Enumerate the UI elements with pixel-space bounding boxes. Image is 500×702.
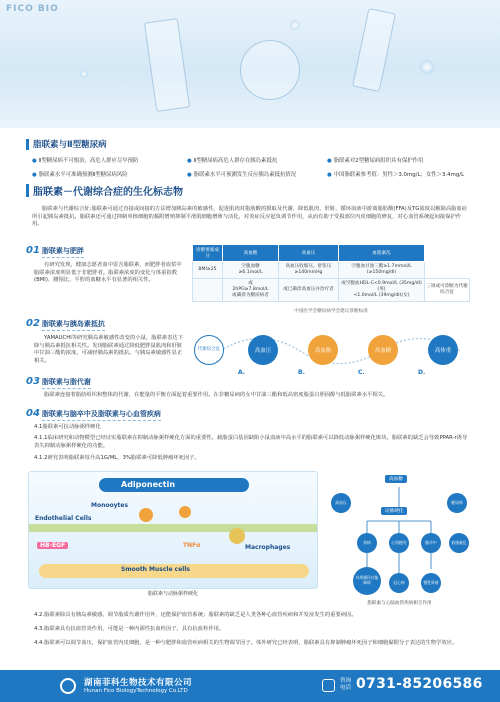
bullet-item: ● Ⅱ型糖尿病不可根治，高危人群应尽早预防 — [32, 158, 139, 164]
label-adiponectin: Adiponectin — [121, 480, 176, 489]
flow-node: 心肌梗死 — [389, 533, 409, 553]
flow-node: 脑卒中 — [421, 533, 441, 553]
obesity-text: 有研究发现，健康志愿者血中雷含脂联素，而肥胖者血浆中脂联素浓度明显低于非肥胖者。脂联素浓度的变化与体重指数(BMI)、腰围比、平腔的血糖水平有显著的相关性。 — [34, 262, 182, 283]
label-endothelial: Endothelial Cells — [35, 515, 92, 522]
label-monocytes: Monooytes — [91, 502, 129, 509]
subsection-insulin-heading: 02 脂联素与胰岛素抵抗 — [26, 318, 105, 329]
brand-logo-text: FICO BIO — [6, 4, 59, 14]
label-macrophages: Macrophages — [245, 544, 291, 551]
glassware — [352, 8, 396, 92]
flow-node: 冠心病 — [389, 573, 409, 593]
label-hbegf: HB-EGF — [37, 542, 68, 549]
flow-node: 肾病 — [357, 533, 377, 553]
monocyte-cell — [179, 506, 191, 518]
diabetes-bullet-list — [32, 156, 472, 178]
flow-node: 慢性肾衰 — [421, 573, 441, 593]
droplet — [80, 70, 88, 78]
flow-center-box: 动脉硬化 — [381, 507, 407, 515]
atherosclerosis-caption: 脂联素与动脉粥样硬化 — [147, 591, 198, 597]
subsection-lipid-heading: 03 脂联素与脂代谢 — [26, 376, 91, 387]
section-title-metabolic: 脂联素－代谢综合症的生化标志物 — [26, 183, 183, 198]
company-logo-icon — [60, 678, 76, 694]
reference-table-caption: 中国医学会糖尿病学会建议诊断标准 — [294, 309, 368, 314]
glassware — [240, 40, 300, 100]
stage-letter: C. — [358, 369, 365, 376]
company-name-cn: 湖南菲科生物技术有限公司 — [84, 678, 193, 688]
diagnosis-reference-table: 诊断要素成分 高血糖 高血压 血脂紊乱 BMI≥25 空腹血糖 ≥6.1mol/L 高血压收缩压，舒张压 ≥140mmHg 空腹血甘油三酯≥1.7mmol/L (≥150mg/dl) 或 2hPG≥7.8mol/L 或确诊为糖尿病者 或已确诊高血压并治疗者 或空腹血HDL-C<0.9mol/L (35mg/dl)(男) <1.0mol/L (39mg/dl)(女) 三项或可诊断为代谢综合征 — [192, 244, 470, 302]
footer-bar — [0, 670, 500, 702]
stage-hypertension: 高血压 — [248, 335, 278, 365]
flow-caption: 脂联素与心脑血管疾病相互作用 — [367, 601, 432, 606]
cardio-p2: 4.1.1临床研究和动物模型已经证实脂联素在抑制动脉粥样硬化方面的重要性。载脂蛋白基因缺陷小鼠血液中高水平的脂联素可以降低动脉粥样硬化斑块。脂联素的缺乏会导致PPAR-r诱导表失抑制动脉粥样硬化的功能。 — [34, 435, 468, 449]
metabolic-stage-diagram — [190, 321, 472, 381]
glassware — [144, 18, 190, 112]
cardio-p1: 4.1脂联素可抗动脉粥样硬化 — [34, 424, 101, 430]
flow-node: 高血压 — [331, 493, 351, 513]
flow-node: 外周循环功能障碍 — [353, 567, 381, 595]
label-tnf: TNFα — [183, 542, 201, 549]
metabolic-intro-text: 脂联素与代谢综合征:脂联素可通过直接或间接的方法增加胰岛素的敏感性，促进肌肉对脂肪酸的摄取及代谢，降低肌肉、肝脏、循环血液中游离脂肪酸(FFA)及TG浓度以解除高脂血症所引起胰岛素抵抗。脂联素还可通过抑制单核细胞的黏附增殖抑制平滑肌细胞增殖与活化，对炎症反应起负调节作用，从而有助于受损部位内皮细胞的修复，对心血管系统起间接保护作用。 — [32, 206, 468, 227]
endothelial-band — [29, 524, 318, 532]
flow-top-box: 高血糖 — [385, 475, 407, 483]
phone-number[interactable]: 0731-85206586 — [356, 676, 483, 692]
subsection-cardio-heading: 04 脂联素与脑卒中及脂联素与心血管疾病 — [26, 408, 161, 419]
tail-p2: 4.3.脂联素具有抗血管炎作用，可能是一种内源性抗血栓因子，具有抗血栓作用。 — [34, 626, 225, 632]
bullet-item: ● 脂联素水平可预测发生反应胰岛素抵抗情况 — [187, 172, 297, 178]
droplet — [420, 60, 434, 74]
hero-banner — [0, 0, 500, 128]
tail-p1: 4.2.脂联素除具有胰岛素敏感、调节脂质代谢作用外，还能保护血管系统；脂联素的缺乏是人类各种心血管疾病和并发症发生的重要病因。 — [34, 612, 357, 618]
subsection-obesity-heading: 01 脂联素与肥胖 — [26, 245, 84, 256]
phone-icon — [322, 679, 335, 692]
cardio-p3: 4.1.2研究表明脂联素每升高1G/ML，3%脂联素可降低肿瘤坏死因子。 — [34, 455, 200, 461]
flow-node: 血脂紊乱 — [449, 533, 469, 553]
stage-letter: B. — [298, 369, 305, 376]
stage-hyperglycemia: 高血糖 — [368, 335, 398, 365]
phone-label: 咨询电话 — [340, 678, 352, 691]
bullet-item: ● 脂联素水平可准确预测Ⅱ型糖尿病风险 — [32, 172, 128, 178]
lipid-text: 脂联素连接着脂肪组织和整体的代谢，在能量的平衡方面起着重要作用。在非糖尿病的女中甘油三酯和低高密度脂蛋白胆固醇与低脂联素水平相关。 — [44, 392, 389, 398]
droplet — [290, 20, 300, 30]
stage-start-metabolic: 代谢综合征 — [194, 335, 224, 365]
bullet-item: ● 中国脂联素参考值：男性＞3.0mg/L；女性＞3.4mg/L — [327, 172, 465, 178]
monocyte-cell — [229, 528, 245, 544]
cardio-flow-diagram — [327, 473, 472, 603]
atherosclerosis-diagram — [28, 471, 318, 589]
stage-letter: A. — [238, 369, 246, 376]
section-title-diabetes: 脂联素与Ⅱ型糖尿病 — [26, 138, 107, 150]
company-name-en: Hunan Fico BiologyTechnology Co.LTD — [84, 688, 188, 694]
content-card — [22, 128, 478, 668]
stage-hyperlipidemia: 高血脂 — [308, 335, 338, 365]
label-smooth-muscle: Smooth Muscle cells — [121, 566, 190, 573]
tail-p3: 4.4.脂联素可以调节血压，保护血管内皮细胞，是一种与肥胖和血管疾病相关的生物调节因子。体外研究已经表明，脂联素具有抑制肿瘤坏死因子和细胞黏附分子表达的生物学效应。 — [34, 640, 458, 646]
stage-overweight: 高体重 — [428, 335, 458, 365]
insulin-text: YAMAUCHI等研究胰岛素敏感性改变的小鼠，脂联素表达下降与胰岛素抵抗相关性。发现脂联素通过降低肥胖鼠肌肉和肝脏中甘油三酯的浓度，可减轻胰岛素的抵抗。与胰岛素敏感性显正相关。 — [34, 335, 183, 364]
bullet-item: ● 脂联素对2型糖尿病组织具有保护作用 — [327, 158, 424, 164]
stage-letter: D. — [418, 369, 426, 376]
flow-node: 糖尿病 — [447, 493, 467, 513]
bullet-item: ● Ⅱ型糖尿病高危人群存在胰岛素抵抗 — [187, 158, 278, 164]
monocyte-cell — [139, 508, 153, 522]
